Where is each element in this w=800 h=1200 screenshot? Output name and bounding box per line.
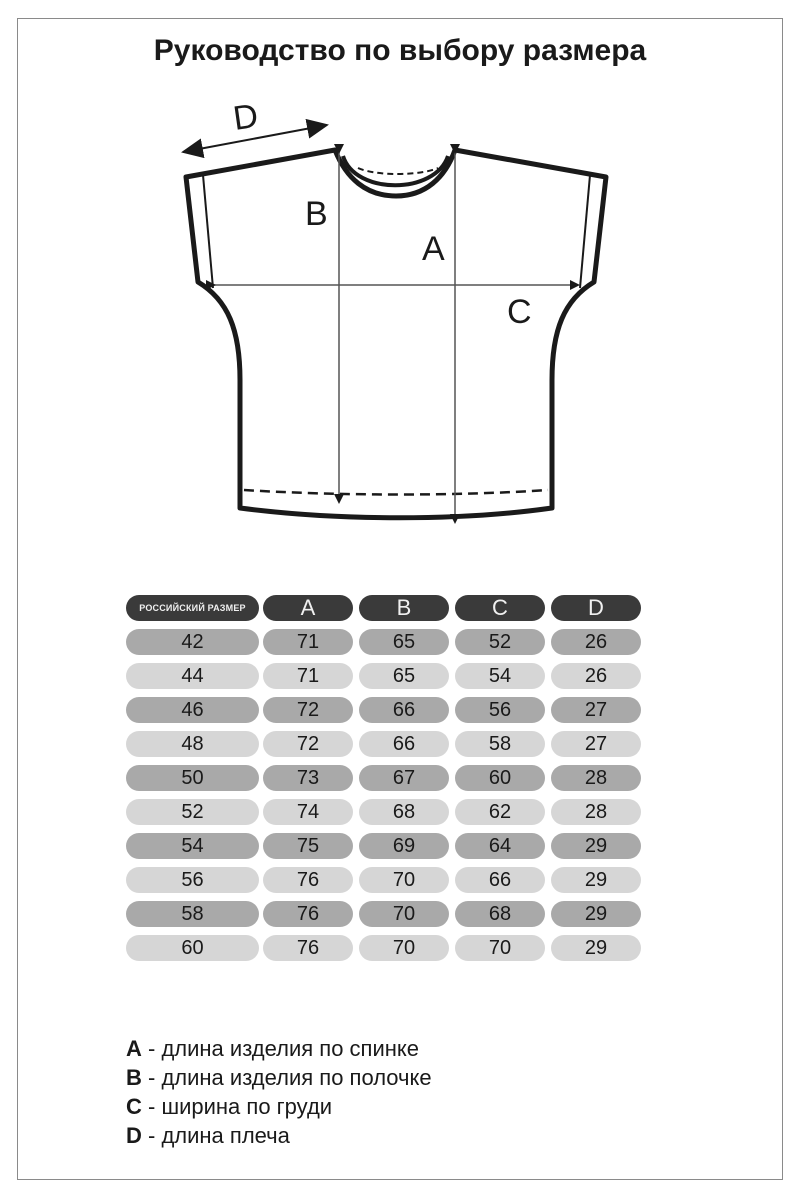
cell-d: 29 bbox=[551, 833, 641, 859]
cell-d: 28 bbox=[551, 765, 641, 791]
cell-d: 29 bbox=[551, 935, 641, 961]
label-c: C bbox=[507, 293, 532, 331]
cell-d: 27 bbox=[551, 731, 641, 757]
cell-b: 65 bbox=[359, 629, 449, 655]
tshirt-diagram bbox=[0, 0, 800, 560]
cell-a: 72 bbox=[263, 697, 353, 723]
cell-b: 65 bbox=[359, 663, 449, 689]
tshirt-outline bbox=[186, 150, 606, 518]
cell-b: 66 bbox=[359, 731, 449, 757]
cell-size: 60 bbox=[126, 935, 259, 961]
cell-b: 66 bbox=[359, 697, 449, 723]
cell-b: 70 bbox=[359, 901, 449, 927]
legend-item-d: D - длина плеча bbox=[126, 1123, 290, 1148]
collar-stitch bbox=[358, 168, 438, 174]
cell-a: 73 bbox=[263, 765, 353, 791]
header-c: C bbox=[455, 595, 545, 621]
cell-b: 67 bbox=[359, 765, 449, 791]
cell-b: 70 bbox=[359, 867, 449, 893]
cell-a: 71 bbox=[263, 663, 353, 689]
cell-size: 58 bbox=[126, 901, 259, 927]
cell-b: 69 bbox=[359, 833, 449, 859]
cell-c: 54 bbox=[455, 663, 545, 689]
cell-size: 50 bbox=[126, 765, 259, 791]
cell-c: 58 bbox=[455, 731, 545, 757]
cell-size: 54 bbox=[126, 833, 259, 859]
cell-size: 56 bbox=[126, 867, 259, 893]
cell-size: 48 bbox=[126, 731, 259, 757]
cell-c: 70 bbox=[455, 935, 545, 961]
cell-size: 42 bbox=[126, 629, 259, 655]
header-russian-size: РОССИЙСКИЙ РАЗМЕР bbox=[126, 595, 259, 621]
cell-c: 52 bbox=[455, 629, 545, 655]
cell-a: 75 bbox=[263, 833, 353, 859]
cell-a: 76 bbox=[263, 901, 353, 927]
cell-c: 56 bbox=[455, 697, 545, 723]
cell-d: 28 bbox=[551, 799, 641, 825]
header-d: D bbox=[551, 595, 641, 621]
cell-a: 72 bbox=[263, 731, 353, 757]
cell-d: 29 bbox=[551, 867, 641, 893]
page-title: Руководство по выбору размера bbox=[153, 34, 647, 67]
cell-d: 26 bbox=[551, 663, 641, 689]
legend bbox=[126, 1034, 432, 1150]
legend-item-b: B - длина изделия по полочке bbox=[126, 1065, 432, 1090]
cell-c: 64 bbox=[455, 833, 545, 859]
cell-a: 76 bbox=[263, 867, 353, 893]
cell-c: 62 bbox=[455, 799, 545, 825]
cell-d: 26 bbox=[551, 629, 641, 655]
cell-d: 27 bbox=[551, 697, 641, 723]
legend-item-a: A - длина изделия по спинке bbox=[126, 1036, 420, 1061]
cell-c: 68 bbox=[455, 901, 545, 927]
label-d: D bbox=[230, 96, 261, 138]
header-b: B bbox=[359, 595, 449, 621]
cell-size: 46 bbox=[126, 697, 259, 723]
cell-a: 74 bbox=[263, 799, 353, 825]
cell-a: 71 bbox=[263, 629, 353, 655]
header-a: A bbox=[263, 595, 353, 621]
label-a: A bbox=[422, 230, 445, 268]
cell-size: 52 bbox=[126, 799, 259, 825]
cell-a: 76 bbox=[263, 935, 353, 961]
legend-item-c: C - ширина по груди bbox=[126, 1094, 333, 1119]
cell-d: 29 bbox=[551, 901, 641, 927]
cell-b: 68 bbox=[359, 799, 449, 825]
cell-size: 44 bbox=[126, 663, 259, 689]
cell-c: 60 bbox=[455, 765, 545, 791]
label-b: B bbox=[305, 195, 328, 233]
cell-b: 70 bbox=[359, 935, 449, 961]
cell-c: 66 bbox=[455, 867, 545, 893]
